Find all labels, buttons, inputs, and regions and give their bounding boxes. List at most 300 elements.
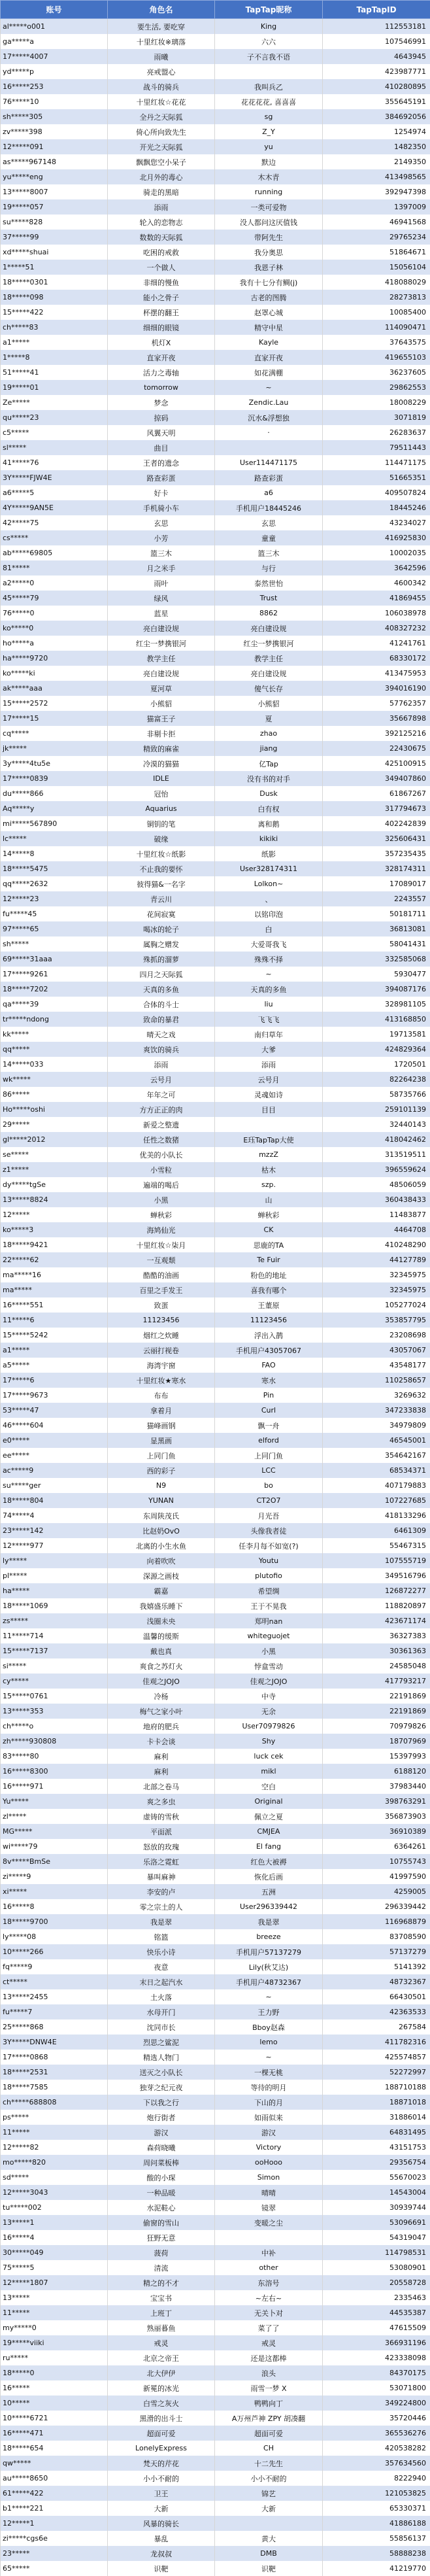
taptap-id-cell[interactable]: 328981105	[323, 997, 430, 1012]
taptap-id-cell[interactable]: 365536276	[323, 2426, 430, 2441]
taptap-id-cell[interactable]: 418042462	[323, 1132, 430, 1147]
taptap-id-cell[interactable]: 84370175	[323, 2365, 430, 2380]
role-name-cell[interactable]: 数数的天际狐	[108, 230, 215, 245]
taptap-nickname-cell[interactable]: ~左右~	[215, 2290, 323, 2305]
taptap-id-cell[interactable]: 408327232	[323, 621, 430, 636]
role-name-cell[interactable]: 地府的肥兵	[108, 1719, 215, 1734]
taptap-nickname-cell[interactable]: CT2O7	[215, 1493, 323, 1508]
account-cell[interactable]: sh*****	[1, 936, 108, 952]
account-cell[interactable]: wi*****79	[1, 1839, 108, 1854]
taptap-id-cell[interactable]: 325606431	[323, 831, 430, 846]
taptap-nickname-cell[interactable]: 灵魂如诗	[215, 1087, 323, 1102]
taptap-id-cell[interactable]: 46545001	[323, 1433, 430, 1448]
account-cell[interactable]: 69*****31aaa	[1, 952, 108, 967]
account-cell[interactable]: 18*****9700	[1, 1914, 108, 1929]
account-cell[interactable]: 51*****41	[1, 365, 108, 380]
role-name-cell[interactable]: 送灭之小队长	[108, 2065, 215, 2080]
taptap-id-cell[interactable]: 105277024	[323, 1297, 430, 1313]
taptap-id-cell[interactable]: 114471175	[323, 455, 430, 470]
taptap-nickname-cell[interactable]: 东溶号	[215, 2275, 323, 2290]
taptap-id-cell[interactable]: 357634560	[323, 2456, 430, 2471]
taptap-id-cell[interactable]: 4600342	[323, 575, 430, 591]
taptap-nickname-cell[interactable]: 我分奥思	[215, 245, 323, 260]
taptap-nickname-cell[interactable]: 篮三木	[215, 545, 323, 560]
account-cell[interactable]: e0*****	[1, 1433, 108, 1448]
taptap-id-cell[interactable]: 5141392	[323, 1959, 430, 1974]
taptap-nickname-cell[interactable]: 红尘一梦携银河	[215, 636, 323, 651]
taptap-nickname-cell[interactable]: 郑明nan	[215, 1613, 323, 1628]
role-name-cell[interactable]: 活力之毒轴	[108, 365, 215, 380]
role-name-cell[interactable]: 比赵奶OvO	[108, 1523, 215, 1538]
taptap-nickname-cell[interactable]: 大爹	[215, 1042, 323, 1057]
role-name-cell[interactable]: 破缘	[108, 831, 215, 846]
role-name-cell[interactable]: 云丽打视卷	[108, 1343, 215, 1358]
role-name-cell[interactable]: 布布	[108, 1388, 215, 1403]
taptap-nickname-cell[interactable]: 精守中星	[215, 320, 323, 335]
account-cell[interactable]: 1*****8	[1, 350, 108, 365]
account-cell[interactable]: al*****o001	[1, 19, 108, 35]
account-cell[interactable]: 11*****6	[1, 1313, 108, 1328]
taptap-nickname-cell[interactable]: 浪头	[215, 2365, 323, 2380]
taptap-nickname-cell[interactable]: 纸影	[215, 846, 323, 861]
role-name-cell[interactable]: 非剔卡拒	[108, 726, 215, 741]
role-name-cell[interactable]: 致蛋	[108, 1297, 215, 1313]
account-cell[interactable]: Ho*****oshi	[1, 1102, 108, 1117]
taptap-id-cell[interactable]: 37983440	[323, 1779, 430, 1794]
role-name-cell[interactable]: 十里红妆※璃落	[108, 34, 215, 49]
account-cell[interactable]: 10*****266	[1, 1944, 108, 1959]
taptap-id-cell[interactable]: 52272997	[323, 2065, 430, 2080]
taptap-id-cell[interactable]: 41886188	[323, 2516, 430, 2531]
account-cell[interactable]: 53*****47	[1, 1403, 108, 1418]
account-cell[interactable]: 30*****049	[1, 2245, 108, 2260]
role-name-cell[interactable]: 云号月	[108, 1072, 215, 1087]
account-cell[interactable]: 13*****	[1, 2290, 108, 2305]
account-cell[interactable]: 83*****80	[1, 1749, 108, 1764]
role-name-cell[interactable]: 冠怡	[108, 786, 215, 801]
taptap-nickname-cell[interactable]: 手机用户57137279	[215, 1944, 323, 1959]
role-name-cell[interactable]: 水泥鞋心	[108, 2200, 215, 2215]
taptap-nickname-cell[interactable]: 白有权	[215, 801, 323, 816]
role-name-cell[interactable]: 雨叶	[108, 575, 215, 591]
account-cell[interactable]: a1*****	[1, 1343, 108, 1358]
taptap-id-cell[interactable]: 3269632	[323, 1388, 430, 1403]
role-name-cell[interactable]: 全丹之天际狐	[108, 109, 215, 124]
role-name-cell[interactable]: 清流	[108, 2260, 215, 2275]
taptap-nickname-cell[interactable]: 雨雪一梦 X	[215, 2380, 323, 2396]
account-cell[interactable]: qq*****2632	[1, 876, 108, 891]
role-name-cell[interactable]: 爽食之苏灯火	[108, 1658, 215, 1674]
taptap-nickname-cell[interactable]: 游汉	[215, 2125, 323, 2140]
account-cell[interactable]: 15*****7137	[1, 1643, 108, 1658]
account-cell[interactable]: 37*****99	[1, 230, 108, 245]
taptap-id-cell[interactable]: 43548177	[323, 1358, 430, 1373]
role-name-cell[interactable]: 方方正正的肉	[108, 1102, 215, 1117]
role-name-cell[interactable]: 暴叫麻神	[108, 1869, 215, 1884]
account-cell[interactable]: 19*****01	[1, 380, 108, 395]
taptap-id-cell[interactable]: 121053825	[323, 2486, 430, 2501]
account-cell[interactable]: 13*****8007	[1, 184, 108, 199]
taptap-id-cell[interactable]: 57137279	[323, 1944, 430, 1959]
account-cell[interactable]: 15*****0761	[1, 1689, 108, 1704]
taptap-nickname-cell[interactable]: 十二先生	[215, 2456, 323, 2471]
account-cell[interactable]: 19*****057	[1, 199, 108, 215]
taptap-id-cell[interactable]: 34979809	[323, 1418, 430, 1433]
taptap-nickname-cell[interactable]: Original	[215, 1794, 323, 1809]
account-cell[interactable]: sh*****305	[1, 109, 108, 124]
account-cell[interactable]: fu*****45	[1, 906, 108, 921]
taptap-nickname-cell[interactable]: 上同门鱼	[215, 1448, 323, 1463]
role-name-cell[interactable]: 卫王	[108, 2486, 215, 2501]
taptap-nickname-cell[interactable]: ~	[215, 2050, 323, 2065]
role-name-cell[interactable]: 殊抓的溜萝	[108, 952, 215, 967]
role-name-cell[interactable]: 戒灵	[108, 2335, 215, 2350]
taptap-nickname-cell[interactable]: 小熊貂	[215, 696, 323, 711]
account-cell[interactable]: 18*****7585	[1, 2080, 108, 2095]
role-name-cell[interactable]: 海湾宇窗	[108, 1358, 215, 1373]
taptap-id-cell[interactable]: 1720501	[323, 1057, 430, 1072]
taptap-id-cell[interactable]: 402242839	[323, 816, 430, 831]
taptap-nickname-cell[interactable]: 木木青	[215, 169, 323, 184]
taptap-id-cell[interactable]: 20558728	[323, 2275, 430, 2290]
taptap-id-cell[interactable]: 50181711	[323, 906, 430, 921]
taptap-nickname-cell[interactable]: 天真的多鱼	[215, 982, 323, 997]
taptap-id-cell[interactable]: 29356754	[323, 2155, 430, 2170]
taptap-nickname-cell[interactable]	[215, 2516, 323, 2531]
role-name-cell[interactable]: 天真的多鱼	[108, 982, 215, 997]
account-cell[interactable]: zi*****cgs6e	[1, 2531, 108, 2546]
account-cell[interactable]: 65*****	[1, 2561, 108, 2576]
taptap-nickname-cell[interactable]: 王董原	[215, 1297, 323, 1313]
taptap-nickname-cell[interactable]: 傻气长存	[215, 681, 323, 696]
account-cell[interactable]: tr*****ndong	[1, 1012, 108, 1027]
account-cell[interactable]: lc*****	[1, 831, 108, 846]
taptap-id-cell[interactable]: 360438433	[323, 1192, 430, 1207]
taptap-nickname-cell[interactable]: 离和鹅	[215, 816, 323, 831]
role-name-cell[interactable]: YUNAN	[108, 1493, 215, 1508]
taptap-id-cell[interactable]: 413475953	[323, 666, 430, 681]
role-name-cell[interactable]: 遍端的喝后	[108, 1177, 215, 1192]
role-name-cell[interactable]: 霸嘉	[108, 1583, 215, 1598]
taptap-nickname-cell[interactable]: 添雨	[215, 1057, 323, 1072]
account-cell[interactable]: 41*****76	[1, 455, 108, 470]
account-cell[interactable]: zs*****	[1, 1613, 108, 1628]
account-cell[interactable]: fu*****7	[1, 2004, 108, 2019]
taptap-nickname-cell[interactable]: 镜翠	[215, 2200, 323, 2215]
taptap-nickname-cell[interactable]: 如花满棚	[215, 365, 323, 380]
account-cell[interactable]: ab*****69805	[1, 545, 108, 560]
role-name-cell[interactable]: 小黑	[108, 1192, 215, 1207]
role-name-cell[interactable]: 小芳	[108, 530, 215, 545]
taptap-nickname-cell[interactable]: 沉水&浮想独	[215, 410, 323, 425]
role-name-cell[interactable]: 猫富王子	[108, 711, 215, 726]
account-cell[interactable]: 15*****2572	[1, 696, 108, 711]
account-cell[interactable]: 12*****091	[1, 139, 108, 154]
taptap-nickname-cell[interactable]: 如雨似来	[215, 2110, 323, 2125]
role-name-cell[interactable]: 麻利	[108, 1749, 215, 1764]
role-name-cell[interactable]: 开光之天际狐	[108, 139, 215, 154]
role-name-cell[interactable]: 小熊貂	[108, 696, 215, 711]
taptap-nickname-cell[interactable]: Trust	[215, 591, 323, 606]
taptap-id-cell[interactable]: 36237605	[323, 365, 430, 380]
role-name-cell[interactable]: 不止我的要怀	[108, 861, 215, 876]
role-name-cell[interactable]: 要生活, 要吃穿	[108, 19, 215, 35]
account-cell[interactable]: ps*****	[1, 2110, 108, 2125]
taptap-nickname-cell[interactable]: mikl	[215, 1764, 323, 1779]
role-name-cell[interactable]: 机灯X	[108, 335, 215, 350]
taptap-nickname-cell[interactable]: a6	[215, 485, 323, 500]
account-cell[interactable]: 18*****2531	[1, 2065, 108, 2080]
account-cell[interactable]: xi*****	[1, 1884, 108, 1899]
taptap-id-cell[interactable]: 1397009	[323, 199, 430, 215]
account-cell[interactable]: 12*****1807	[1, 2275, 108, 2290]
taptap-nickname-cell[interactable]: 飘一舟	[215, 1418, 323, 1433]
account-cell[interactable]: 19*****viiki	[1, 2335, 108, 2350]
taptap-nickname-cell[interactable]: 云号月	[215, 1072, 323, 1087]
taptap-nickname-cell[interactable]: 黄大	[215, 2531, 323, 2546]
account-cell[interactable]: 18*****1069	[1, 1598, 108, 1613]
account-cell[interactable]: si*****	[1, 1658, 108, 1674]
account-cell[interactable]: ha*****9720	[1, 651, 108, 666]
taptap-nickname-cell[interactable]: 锦艺	[215, 2486, 323, 2501]
account-cell[interactable]: fq*****9	[1, 1959, 108, 1974]
taptap-nickname-cell[interactable]: 中寺	[215, 1689, 323, 1704]
role-name-cell[interactable]: 显黑画	[108, 1433, 215, 1448]
account-cell[interactable]: ly*****08	[1, 1929, 108, 1944]
taptap-id-cell[interactable]: 3642596	[323, 560, 430, 575]
role-name-cell[interactable]: 轮入的恋物志	[108, 215, 215, 230]
taptap-id-cell[interactable]: 2335463	[323, 2290, 430, 2305]
role-name-cell[interactable]: 百里之手发王	[108, 1282, 215, 1297]
role-name-cell[interactable]: 森荷晓曦	[108, 2140, 215, 2155]
taptap-id-cell[interactable]: 112553181	[323, 19, 430, 35]
role-name-cell[interactable]: 新爱之整遗	[108, 1117, 215, 1132]
taptap-id-cell[interactable]: 409507824	[323, 485, 430, 500]
account-cell[interactable]: ak*****aaa	[1, 681, 108, 696]
account-cell[interactable]: 18*****0	[1, 2365, 108, 2380]
taptap-nickname-cell[interactable]: 还是这都棒	[215, 2350, 323, 2365]
account-cell[interactable]: 4Y*****9AN5E	[1, 500, 108, 515]
account-cell[interactable]: jk*****	[1, 741, 108, 756]
taptap-nickname-cell[interactable]: 一类可爱物	[215, 199, 323, 215]
header-account[interactable]: 账号	[1, 1, 108, 19]
role-name-cell[interactable]: 白雪之灰火	[108, 2396, 215, 2411]
taptap-id-cell[interactable]: 349516796	[323, 1568, 430, 1583]
account-cell[interactable]: 8v*****BmSe	[1, 1854, 108, 1869]
taptap-nickname-cell[interactable]: 目目	[215, 1102, 323, 1117]
taptap-id-cell[interactable]: 83708590	[323, 1929, 430, 1944]
taptap-id-cell[interactable]: 48732367	[323, 1974, 430, 1989]
taptap-id-cell[interactable]: 17089017	[323, 876, 430, 891]
taptap-nickname-cell[interactable]: 飞飞飞	[215, 1012, 323, 1027]
account-cell[interactable]: 86*****	[1, 1087, 108, 1102]
taptap-nickname-cell[interactable]: Lolkon~	[215, 876, 323, 891]
account-cell[interactable]: 29*****	[1, 1117, 108, 1132]
taptap-nickname-cell[interactable]: 思鹿的TA	[215, 1237, 323, 1252]
taptap-nickname-cell[interactable]: Kayle	[215, 335, 323, 350]
role-name-cell[interactable]: 北大伊伊	[108, 2365, 215, 2380]
role-name-cell[interactable]: N9	[108, 1478, 215, 1493]
taptap-id-cell[interactable]: 44535387	[323, 2305, 430, 2320]
role-name-cell[interactable]: 十里红妆★寒水	[108, 1373, 215, 1388]
taptap-id-cell[interactable]: 29765234	[323, 230, 430, 245]
account-cell[interactable]: 16*****	[1, 2380, 108, 2396]
taptap-id-cell[interactable]: 36813081	[323, 921, 430, 936]
taptap-nickname-cell[interactable]: 我恩子林	[215, 260, 323, 275]
taptap-nickname-cell[interactable]: 手机用户48732367	[215, 1974, 323, 1989]
taptap-id-cell[interactable]: 32345975	[323, 1282, 430, 1297]
role-name-cell[interactable]: 猫峰画钢	[108, 1418, 215, 1433]
taptap-nickname-cell[interactable]: 浮出入鹊	[215, 1328, 323, 1343]
role-name-cell[interactable]: 海鸠仙光	[108, 1222, 215, 1237]
role-name-cell[interactable]: 精选人物门	[108, 2050, 215, 2065]
role-name-cell[interactable]: IDLE	[108, 771, 215, 786]
taptap-nickname-cell[interactable]: szp.	[215, 1177, 323, 1192]
taptap-nickname-cell[interactable]: Victory	[215, 2140, 323, 2155]
role-name-cell[interactable]: 小小不耐的	[108, 2471, 215, 2486]
role-name-cell[interactable]: 黑滑的出斗士	[108, 2411, 215, 2426]
taptap-nickname-cell[interactable]: ~	[215, 1989, 323, 2004]
taptap-id-cell[interactable]: 54319047	[323, 2230, 430, 2245]
account-cell[interactable]: 13*****353	[1, 1704, 108, 1719]
taptap-id-cell[interactable]: 411782316	[323, 2035, 430, 2050]
account-cell[interactable]: 18*****654	[1, 2441, 108, 2456]
taptap-id-cell[interactable]: 317794673	[323, 801, 430, 816]
taptap-id-cell[interactable]: 419655103	[323, 350, 430, 365]
taptap-nickname-cell[interactable]: Shy	[215, 1734, 323, 1749]
taptap-id-cell[interactable]: 4643945	[323, 49, 430, 64]
taptap-id-cell[interactable]: 32440143	[323, 1117, 430, 1132]
account-cell[interactable]: 76*****0	[1, 606, 108, 621]
role-name-cell[interactable]: 倚心所向致先生	[108, 124, 215, 139]
role-name-cell[interactable]: 曲目	[108, 440, 215, 455]
taptap-nickname-cell[interactable]: 一棵无桃	[215, 2065, 323, 2080]
taptap-id-cell[interactable]: 4259005	[323, 1884, 430, 1899]
taptap-id-cell[interactable]: 410248290	[323, 1237, 430, 1252]
taptap-id-cell[interactable]: 15056104	[323, 260, 430, 275]
taptap-nickname-cell[interactable]: 亿Tap	[215, 756, 323, 771]
role-name-cell[interactable]: 属胸之赠发	[108, 936, 215, 952]
role-name-cell[interactable]: 北京之帝王	[108, 2350, 215, 2365]
role-name-cell[interactable]: 李安的卢	[108, 1884, 215, 1899]
role-name-cell[interactable]: 掠码	[108, 410, 215, 425]
taptap-nickname-cell[interactable]: liu	[215, 997, 323, 1012]
role-name-cell[interactable]: 上同门鱼	[108, 1448, 215, 1463]
taptap-nickname-cell[interactable]: 菜了了	[215, 2320, 323, 2335]
taptap-nickname-cell[interactable]: 喜我有哪个	[215, 1282, 323, 1297]
role-name-cell[interactable]: 好卡	[108, 485, 215, 500]
account-cell[interactable]: ma*****	[1, 1282, 108, 1297]
taptap-nickname-cell[interactable]: 玄思	[215, 515, 323, 530]
taptap-id-cell[interactable]: 55856137	[323, 2531, 430, 2546]
taptap-id-cell[interactable]: 28273813	[323, 290, 430, 305]
taptap-id-cell[interactable]: 106038978	[323, 606, 430, 621]
account-cell[interactable]: yd*****p	[1, 64, 108, 79]
role-name-cell[interactable]: 蓝星	[108, 606, 215, 621]
taptap-id-cell[interactable]: 384692056	[323, 109, 430, 124]
account-cell[interactable]: 15*****422	[1, 305, 108, 320]
role-name-cell[interactable]: 杯摆的翻王	[108, 305, 215, 320]
taptap-id-cell[interactable]: 66430501	[323, 1989, 430, 2004]
taptap-id-cell[interactable]: 18707969	[323, 1734, 430, 1749]
taptap-nickname-cell[interactable]: Pin	[215, 1388, 323, 1403]
taptap-id-cell[interactable]: 2149350	[323, 154, 430, 169]
role-name-cell[interactable]: 西的彩子	[108, 1463, 215, 1478]
taptap-nickname-cell[interactable]: 鸭鸭向丁	[215, 2396, 323, 2411]
role-name-cell[interactable]: 晴天之戏	[108, 1027, 215, 1042]
taptap-id-cell[interactable]: 3071819	[323, 410, 430, 425]
role-name-cell[interactable]: 雨曦	[108, 49, 215, 64]
role-name-cell[interactable]: 直家开夜	[108, 350, 215, 365]
account-cell[interactable]: yu*****eng	[1, 169, 108, 184]
taptap-id-cell[interactable]: 118820897	[323, 1598, 430, 1613]
role-name-cell[interactable]: 烟红之炊睡	[108, 1328, 215, 1343]
taptap-id-cell[interactable]: 353857795	[323, 1313, 430, 1328]
role-name-cell[interactable]: 吃困的戒救	[108, 245, 215, 260]
taptap-id-cell[interactable]: 126872277	[323, 1583, 430, 1598]
taptap-id-cell[interactable]: 396559624	[323, 1162, 430, 1177]
role-name-cell[interactable]: 亮白建设规	[108, 621, 215, 636]
role-name-cell[interactable]: 卡卡会谈	[108, 1734, 215, 1749]
taptap-nickname-cell[interactable]: 空白	[215, 1779, 323, 1794]
account-cell[interactable]: ly*****	[1, 1553, 108, 1568]
taptap-nickname-cell[interactable]: CMJEA	[215, 1824, 323, 1839]
taptap-nickname-cell[interactable]: 佩立之夏	[215, 1809, 323, 1824]
account-cell[interactable]: ko*****0	[1, 621, 108, 636]
account-cell[interactable]: se*****	[1, 1147, 108, 1162]
role-name-cell[interactable]: 佳观之JOJO	[108, 1674, 215, 1689]
taptap-id-cell[interactable]: 79511443	[323, 440, 430, 455]
taptap-id-cell[interactable]: 425574857	[323, 2050, 430, 2065]
account-cell[interactable]: su*****828	[1, 215, 108, 230]
taptap-id-cell[interactable]: 392125216	[323, 726, 430, 741]
taptap-id-cell[interactable]: 107546991	[323, 34, 430, 49]
role-name-cell[interactable]: 北月外的毒心	[108, 169, 215, 184]
role-name-cell[interactable]: 添雨	[108, 1057, 215, 1072]
role-name-cell[interactable]: 飘飘您空小呆子	[108, 154, 215, 169]
taptap-nickname-cell[interactable]: Zendic.Lau	[215, 395, 323, 410]
account-cell[interactable]: 18*****098	[1, 290, 108, 305]
taptap-nickname-cell[interactable]: kikiki	[215, 831, 323, 846]
taptap-nickname-cell[interactable]: 识靶	[215, 2561, 323, 2576]
role-name-cell[interactable]: 风翼天明	[108, 425, 215, 440]
account-cell[interactable]: 16*****971	[1, 1779, 108, 1794]
header-taptap-nickname[interactable]: TapTap昵称	[215, 1, 323, 19]
taptap-id-cell[interactable]: 355645191	[323, 94, 430, 109]
account-cell[interactable]: 42*****75	[1, 515, 108, 530]
taptap-id-cell[interactable]: 8222940	[323, 2471, 430, 2486]
role-name-cell[interactable]: 手机骑小车	[108, 500, 215, 515]
role-name-cell[interactable]: 年年之可	[108, 1087, 215, 1102]
role-name-cell[interactable]: 炮行街者	[108, 2110, 215, 2125]
account-cell[interactable]: Aq*****y	[1, 801, 108, 816]
taptap-nickname-cell[interactable]: elford	[215, 1433, 323, 1448]
taptap-id-cell[interactable]: 398763291	[323, 1794, 430, 1809]
taptap-id-cell[interactable]: 354642167	[323, 1448, 430, 1463]
taptap-nickname-cell[interactable]: DMB	[215, 2546, 323, 2561]
role-name-cell[interactable]: LonelyExpress	[108, 2441, 215, 2456]
taptap-nickname-cell[interactable]: 六六	[215, 34, 323, 49]
role-name-cell[interactable]: 冷漠的猫猫	[108, 756, 215, 771]
taptap-id-cell[interactable]: 43151753	[323, 2140, 430, 2155]
role-name-cell[interactable]: 大新	[108, 2501, 215, 2516]
role-name-cell[interactable]: 喝冰的轮子	[108, 921, 215, 936]
account-cell[interactable]: mo*****820	[1, 2155, 108, 2170]
role-name-cell[interactable]: 向着吹吹	[108, 1553, 215, 1568]
role-name-cell[interactable]: 铭篮	[108, 1929, 215, 1944]
taptap-nickname-cell[interactable]: 五洲	[215, 1884, 323, 1899]
header-role-name[interactable]: 角色名	[108, 1, 215, 19]
